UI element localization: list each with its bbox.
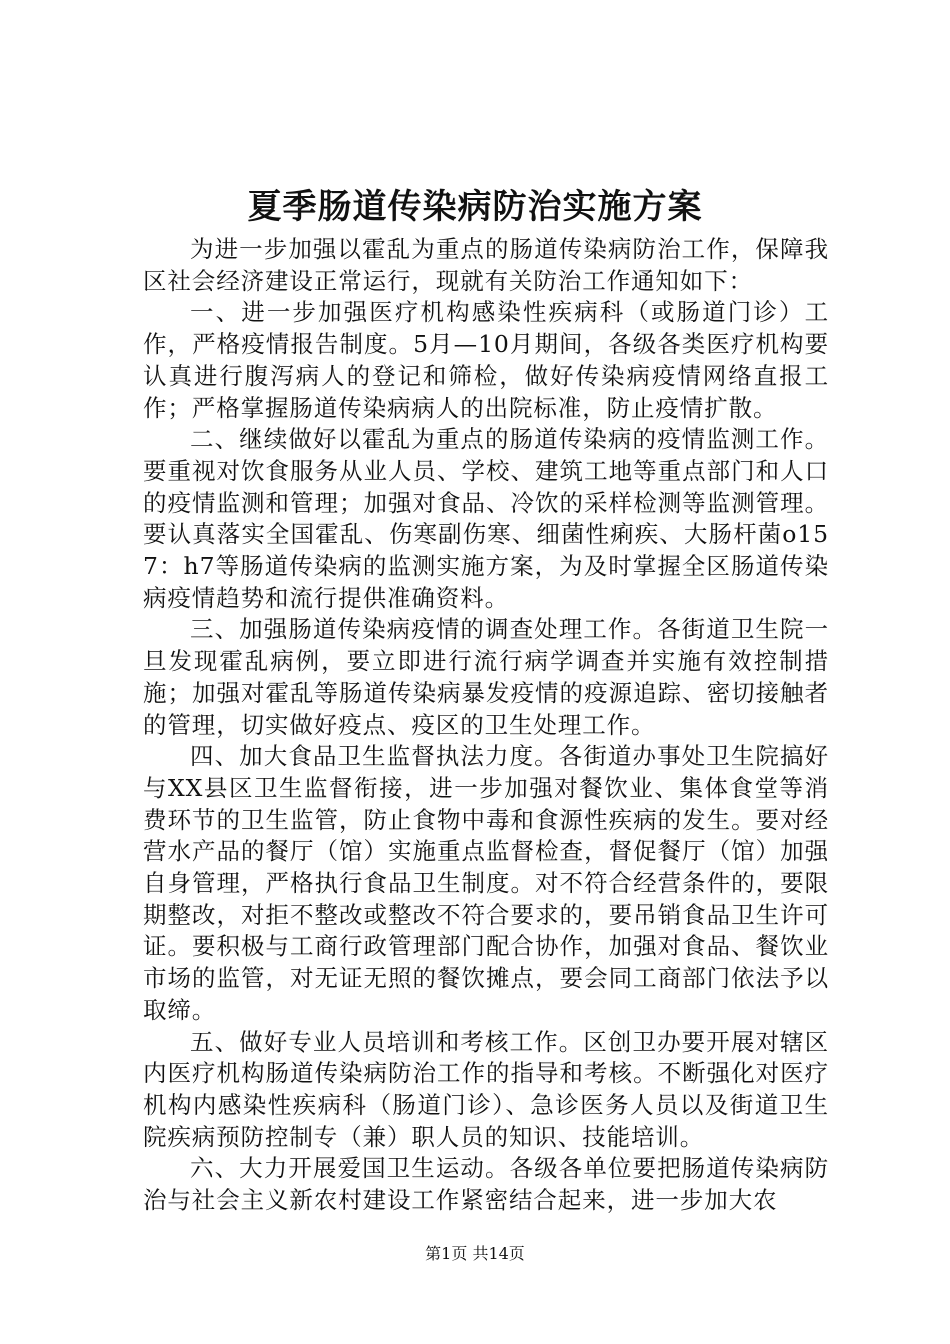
paragraph-3: 三、加强肠道传染病疫情的调查处理工作。各街道卫生院一旦发现霍乱病例，要立即进行流行病学调查并实施有效控制措施；加强对霍乱等肠道传染病暴发疫情的疫源追踪、密切接触者的管理，切实做好疫点、疫区的卫生处理工作。 <box>143 615 829 739</box>
paragraph-6: 六、大力开展爱国卫生运动。各级各单位要把肠道传染病防治与社会主义新农村建设工作紧密结合起来，进一步加大农 <box>143 1154 829 1215</box>
paragraph-5: 五、做好专业人员培训和考核工作。区创卫办要开展对辖区内医疗机构肠道传染病防治工作的指导和考核。不断强化对医疗机构内感染性疾病科（肠道门诊）、急诊医务人员以及街道卫生院疾病预防控制专（兼）职人员的知识、技能培训。 <box>143 1027 829 1151</box>
page-footer: 第1页 共14页 <box>425 1244 525 1263</box>
document-body <box>143 234 829 1217</box>
document-title: 夏季肠道传染病防治实施方案 <box>247 187 703 227</box>
paragraph-intro: 为进一步加强以霍乱为重点的肠道传染病防治工作，保障我区社会经济建设正常运行，现就有关防治工作通知如下： <box>143 235 829 295</box>
paragraph-2: 二、继续做好以霍乱为重点的肠道传染病的疫情监测工作。要重视对饮食服务从业人员、学校、建筑工地等重点部门和人口的疫情监测和管理；加强对食品、冷饮的采样检测等监测管理。要认真落实全国霍乱、伤寒副伤寒、细菌性痢疾、大肠杆菌o157：h7等肠道传染病的监测实施方案，为及时掌握全区肠道传染病疫情趋势和流行提供准确资料。 <box>143 425 829 612</box>
paragraph-4: 四、加大食品卫生监督执法力度。各街道办事处卫生院搞好与XX县区卫生监督衔接，进一步加强对餐饮业、集体食堂等消费环节的卫生监管，防止食物中毒和食源性疾病的发生。要对经营水产品的餐厅（馆）实施重点监督检查，督促餐厅（馆）加强自身管理，严格执行食品卫生制度。对不符合经营条件的，要限期整改，对拒不整改或整改不符合要求的，要吊销食品卫生许可证。要积极与工商行政管理部门配合协作，加强对食品、餐饮业市场的监管，对无证无照的餐饮摊点，要会同工商部门依法予以取缔。 <box>143 742 829 1024</box>
paragraph-1: 一、进一步加强医疗机构感染性疾病科（或肠道门诊）工作，严格疫情报告制度。5月—10月期间，各级各类医疗机构要认真进行腹泻病人的登记和筛检，做好传染病疫情网络直报工作；严格掌握肠道传染病病人的出院标准，防止疫情扩散。 <box>143 298 829 422</box>
